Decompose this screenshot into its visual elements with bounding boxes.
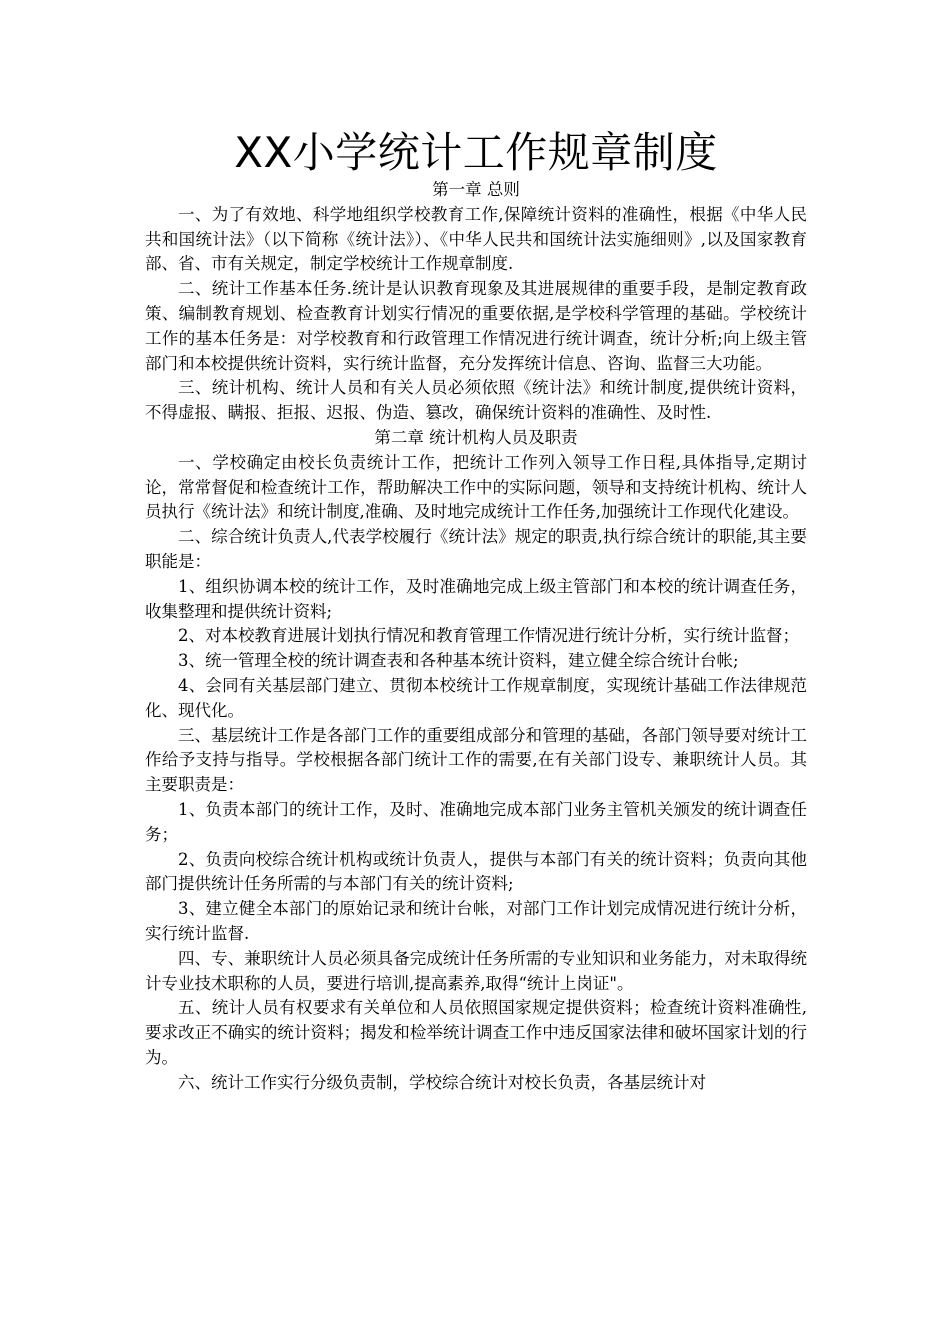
- document-title: XX小学统计工作规章制度: [234, 128, 718, 177]
- chapter-1: [145, 178, 807, 426]
- chapter-2: [145, 426, 807, 1096]
- document-page: [145, 128, 807, 1095]
- paragraph: 一、为了有效地、科学地组织学校教育工作,保障统计资料的准确性，根据《中华人民共和国统计法》（以下简称《统计法》）、《中华人民共和国统计法实施细则》,以及国家教育部、省、市有关规定，制定学校统计工作规章制度.: [145, 204, 807, 274]
- paragraph: 3、建立健全本部门的原始记录和统计台帐，对部门工作计划完成情况进行统计分析，实行统计监督.: [145, 899, 807, 943]
- paragraph: 1、组织协调本校的统计工作，及时准确地完成上级主管部门和本校的统计调查任务，收集整理和提供统计资料;: [145, 576, 807, 621]
- chapter-heading: 第二章 统计机构人员及职责: [374, 427, 578, 447]
- paragraph: 六、统计工作实行分级负责制，学校综合统计对校长负责，各基层统计对: [178, 1072, 706, 1092]
- paragraph: 五、统计人员有权要求有关单位和人员依照国家规定提供资料；检查统计资料准确性,要求改正不确实的统计资料；揭发和检举统计调查工作中违反国家法律和破坏国家计划的行为。: [145, 998, 807, 1067]
- paragraph: 二、统计工作基本任务.统计是认识教育现象及其进展规律的重要手段，是制定教育政策、编制教育规划、检查教育计划实行情况的重要依据,是学校科学管理的基础。学校统计工作的基本任务是：对学校教育和行政管理工作情况进行统计调查，统计分析;向上级主管部门和本校提供统计资料，实行统计监督，充分发挥统计信息、咨询、监督三大功能。: [145, 279, 807, 373]
- paragraph: 三、基层统计工作是各部门工作的重要组成部分和管理的基础，各部门领导要对统计工作给予支持与指导。学校根据各部门统计工作的需要,在有关部门设专、兼职统计人员。其主要职责是：: [145, 725, 807, 795]
- paragraph: 2、负责向校综合统计机构或统计负责人，提供与本部门有关的统计资料；负责向其他部门提供统计任务所需的与本部门有关的统计资料;: [145, 849, 807, 894]
- paragraph: 4、会同有关基层部门建立、贯彻本校统计工作规章制度，实现统计基础工作法律规范化、现代化。: [145, 675, 807, 720]
- paragraph: 2、对本校教育进展计划执行情况和教育管理工作情况进行统计分析，实行统计监督；: [178, 626, 799, 646]
- paragraph: 1、负责本部门的统计工作，及时、准确地完成本部门业务主管机关颁发的统计调查任务；: [145, 799, 807, 844]
- paragraph: 二、综合统计负责人,代表学校履行《统计法》规定的职责,执行综合统计的职能,其主要职能是：: [145, 527, 807, 571]
- paragraph: 一、学校确定由校长负责统计工作，把统计工作列入领导工作日程,具体指导,定期讨论，常常督促和检查统计工作，帮助解决工作中的实际问题，领导和支持统计机构、统计人员执行《统计法》和统计制度,准确、及时地完成统计工作任务,加强统计工作现代化建设。: [145, 452, 807, 522]
- paragraph: 3、统一管理全校的统计调查表和各种基本统计资料，建立健全综合统计台帐;: [178, 651, 739, 671]
- chapter-heading: 第一章 总则: [432, 180, 520, 199]
- paragraph: 三、统计机构、统计人员和有关人员必须依照《统计法》和统计制度,提供统计资料，不得虚报、瞒报、拒报、迟报、伪造、篡改，确保统计资料的准确性、及时性.: [145, 378, 807, 423]
- paragraph: 四、专、兼职统计人员必须具备完成统计任务所需的专业知识和业务能力，对未取得统计专业技术职称的人员，要进行培训,提高素养,取得“统计上岗证"。: [145, 948, 807, 993]
